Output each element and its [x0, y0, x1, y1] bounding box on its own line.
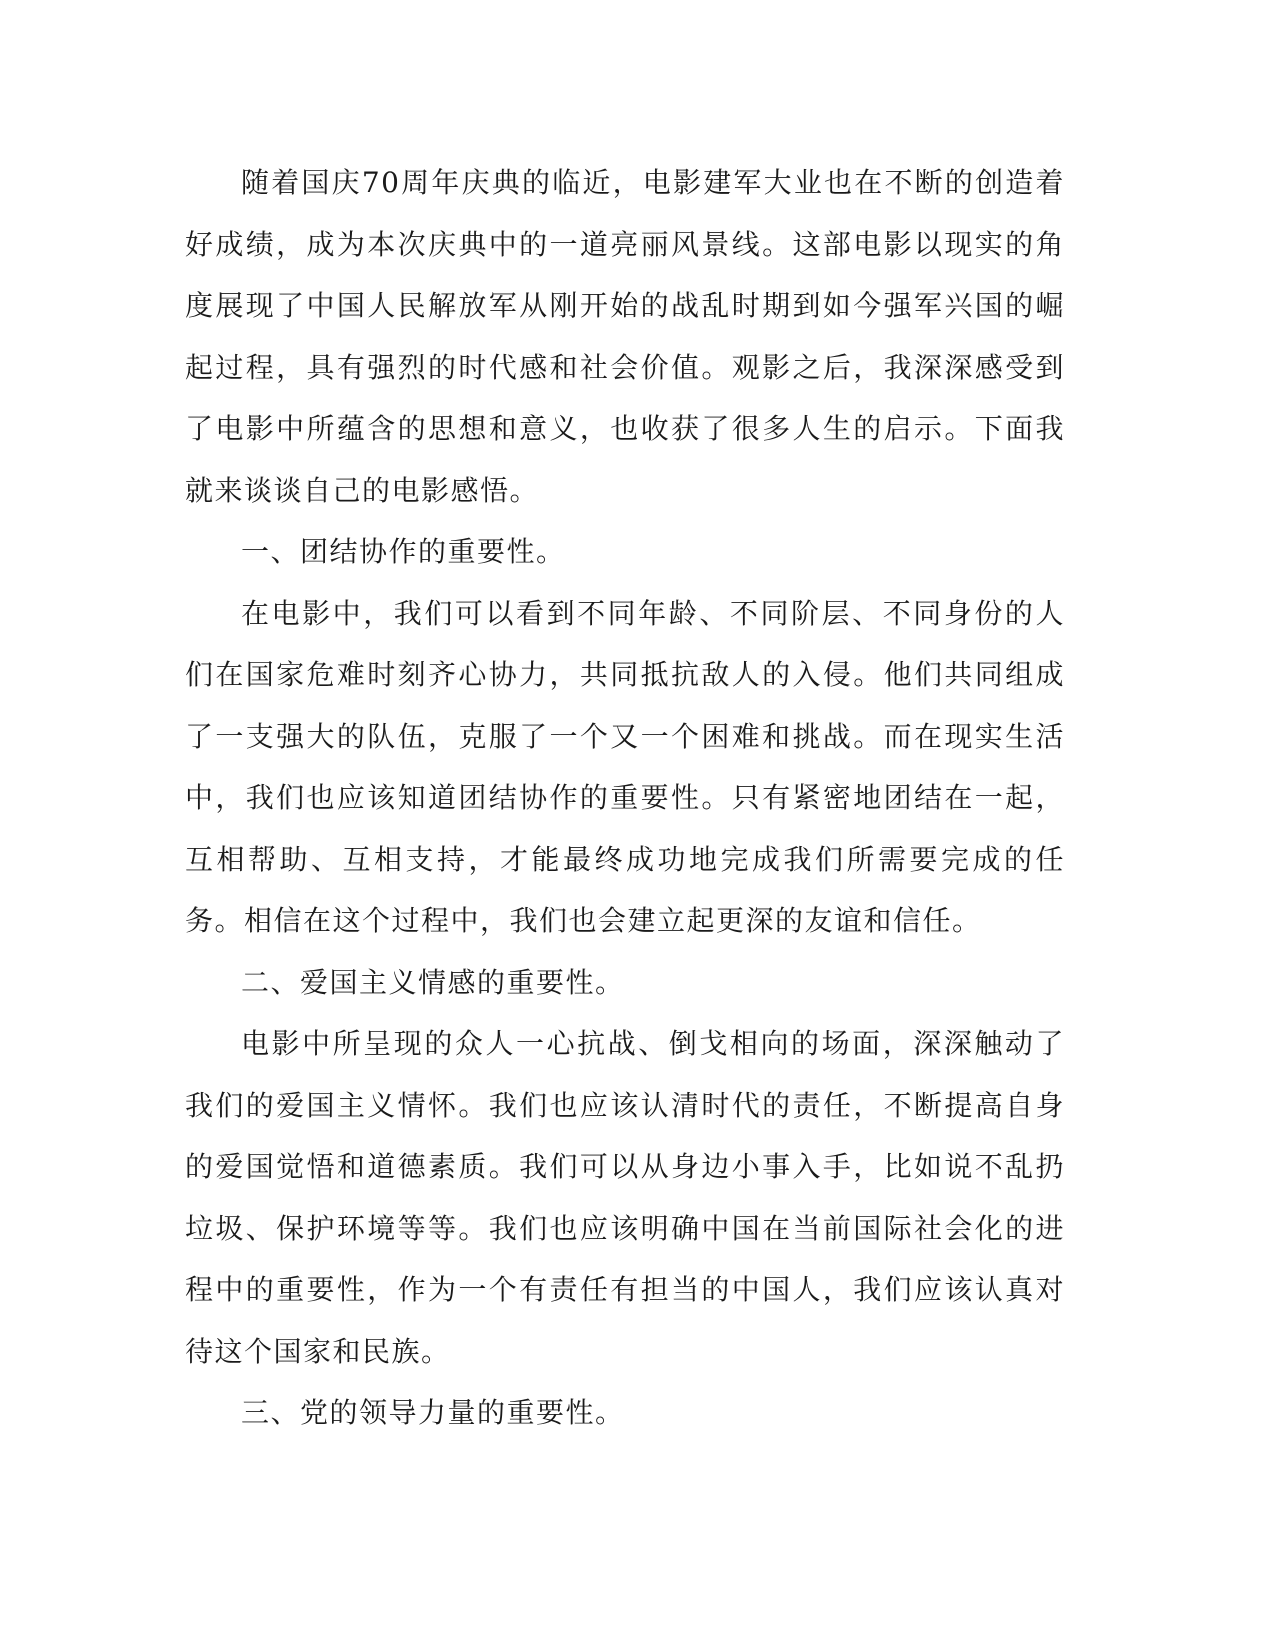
section-1-paragraph: 在电影中，我们可以看到不同年龄、不同阶层、不同身份的人们在国家危难时刻齐心协力，共同抵抗敌人的入侵。他们共同组成了一支强大的队伍，克服了一个又一个困难和挑战。而在现实生活中，我们也应该知道团结协作的重要性。只有紧密地团结在一起，互相帮助、互相支持，才能最终成功地完成我们所需要完成的任务。相信在这个过程中，我们也会建立起更深的友谊和信任。 — [185, 596, 1065, 937]
document-body — [185, 152, 1065, 1444]
section-heading-1: 一、团结协作的重要性。 — [241, 535, 566, 568]
section-2-paragraph: 电影中所呈现的众人一心抗战、倒戈相向的场面，深深触动了我们的爱国主义情怀。我们也应该认清时代的责任，不断提高自身的爱国觉悟和道德素质。我们可以从身边小事入手，比如说不乱扔垃圾、保护环境等等。我们也应该明确中国在当前国际社会化的进程中的重要性，作为一个有责任有担当的中国人，我们应该认真对待这个国家和民族。 — [185, 1027, 1065, 1368]
section-heading-3: 三、党的领导力量的重要性。 — [241, 1396, 625, 1429]
intro-paragraph: 随着国庆70周年庆典的临近，电影建军大业也在不断的创造着好成绩，成为本次庆典中的一道亮丽风景线。这部电影以现实的角度展现了中国人民解放军从刚开始的战乱时期到如今强军兴国的崛起过程，具有强烈的时代感和社会价值。观影之后，我深深感受到了电影中所蕴含的思想和意义，也收获了很多人生的启示。下面我就来谈谈自己的电影感悟。 — [185, 166, 1065, 507]
section-heading-2: 二、爱国主义情感的重要性。 — [241, 965, 625, 999]
